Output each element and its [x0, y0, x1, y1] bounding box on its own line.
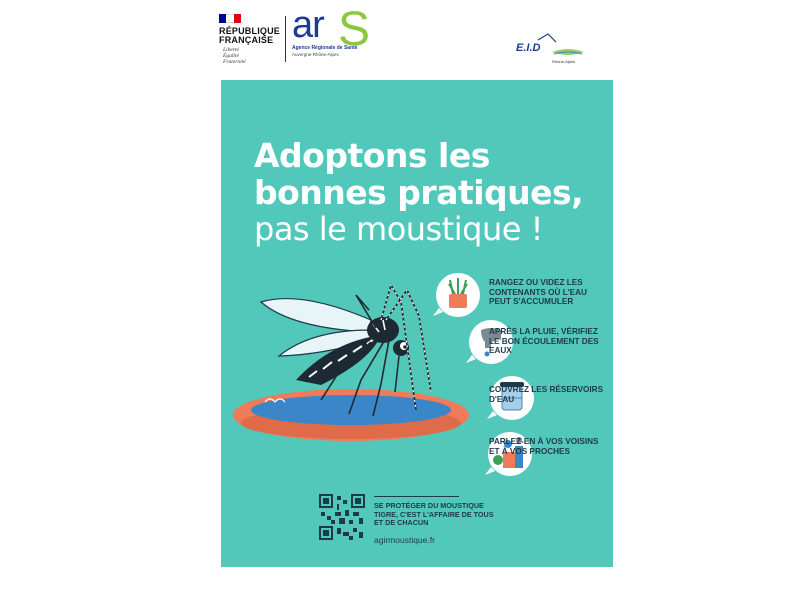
rf-name: RÉPUBLIQUE FRANÇAISE	[219, 26, 281, 45]
logo-divider	[285, 16, 286, 62]
republique-francaise-logo	[219, 14, 279, 66]
tip-1: RANGEZ OU VIDEZ LES CONTENANTS OÙ L'EAU PEUT S'ACCUMULER	[489, 278, 587, 306]
tip-3: COUVREZ LES RÉSERVOIRS D'EAU	[489, 385, 604, 404]
rf-motto: Liberté Égalité Fraternité	[223, 47, 246, 65]
tip-2: APRÈS LA PLUIE, VÉRIFIEZ LE BON ÉCOULEMENT DES EAUX	[489, 327, 599, 355]
headline-line-3: pas le moustique !	[254, 210, 543, 248]
footer-url[interactable]: agirmoustique.fr	[374, 535, 435, 545]
footer-divider	[374, 496, 459, 497]
tip-4: PARLEZ-EN À VOS VOISINS ET À VOS PROCHES	[489, 437, 599, 456]
french-flag-icon	[219, 14, 241, 23]
footer-text: SE PROTÉGER DU MOUSTIQUE TIGRE, C'EST L'AFFAIRE DE TOUS ET DE CHACUN	[374, 501, 494, 527]
ars-wordmark: ar	[292, 4, 324, 46]
ars-s-letter: S	[338, 3, 371, 56]
tips-icons	[221, 80, 613, 567]
headline-line-2: bonnes pratiques,	[254, 173, 584, 212]
ars-subtitle: Agence Régionale de Santé	[292, 45, 358, 51]
ars-region: Auvergne-Rhône-Alpes	[292, 52, 339, 57]
headline-line-1: Adoptons les	[254, 136, 490, 175]
ars-logo	[290, 3, 380, 68]
plant-pot-icon	[433, 273, 480, 317]
qr-code-icon[interactable]	[319, 494, 365, 540]
eid-logo	[508, 32, 588, 66]
poster	[221, 80, 613, 567]
eid-region: Rhône-Alpes	[552, 59, 576, 64]
eid-name: E.I.D	[516, 42, 541, 54]
